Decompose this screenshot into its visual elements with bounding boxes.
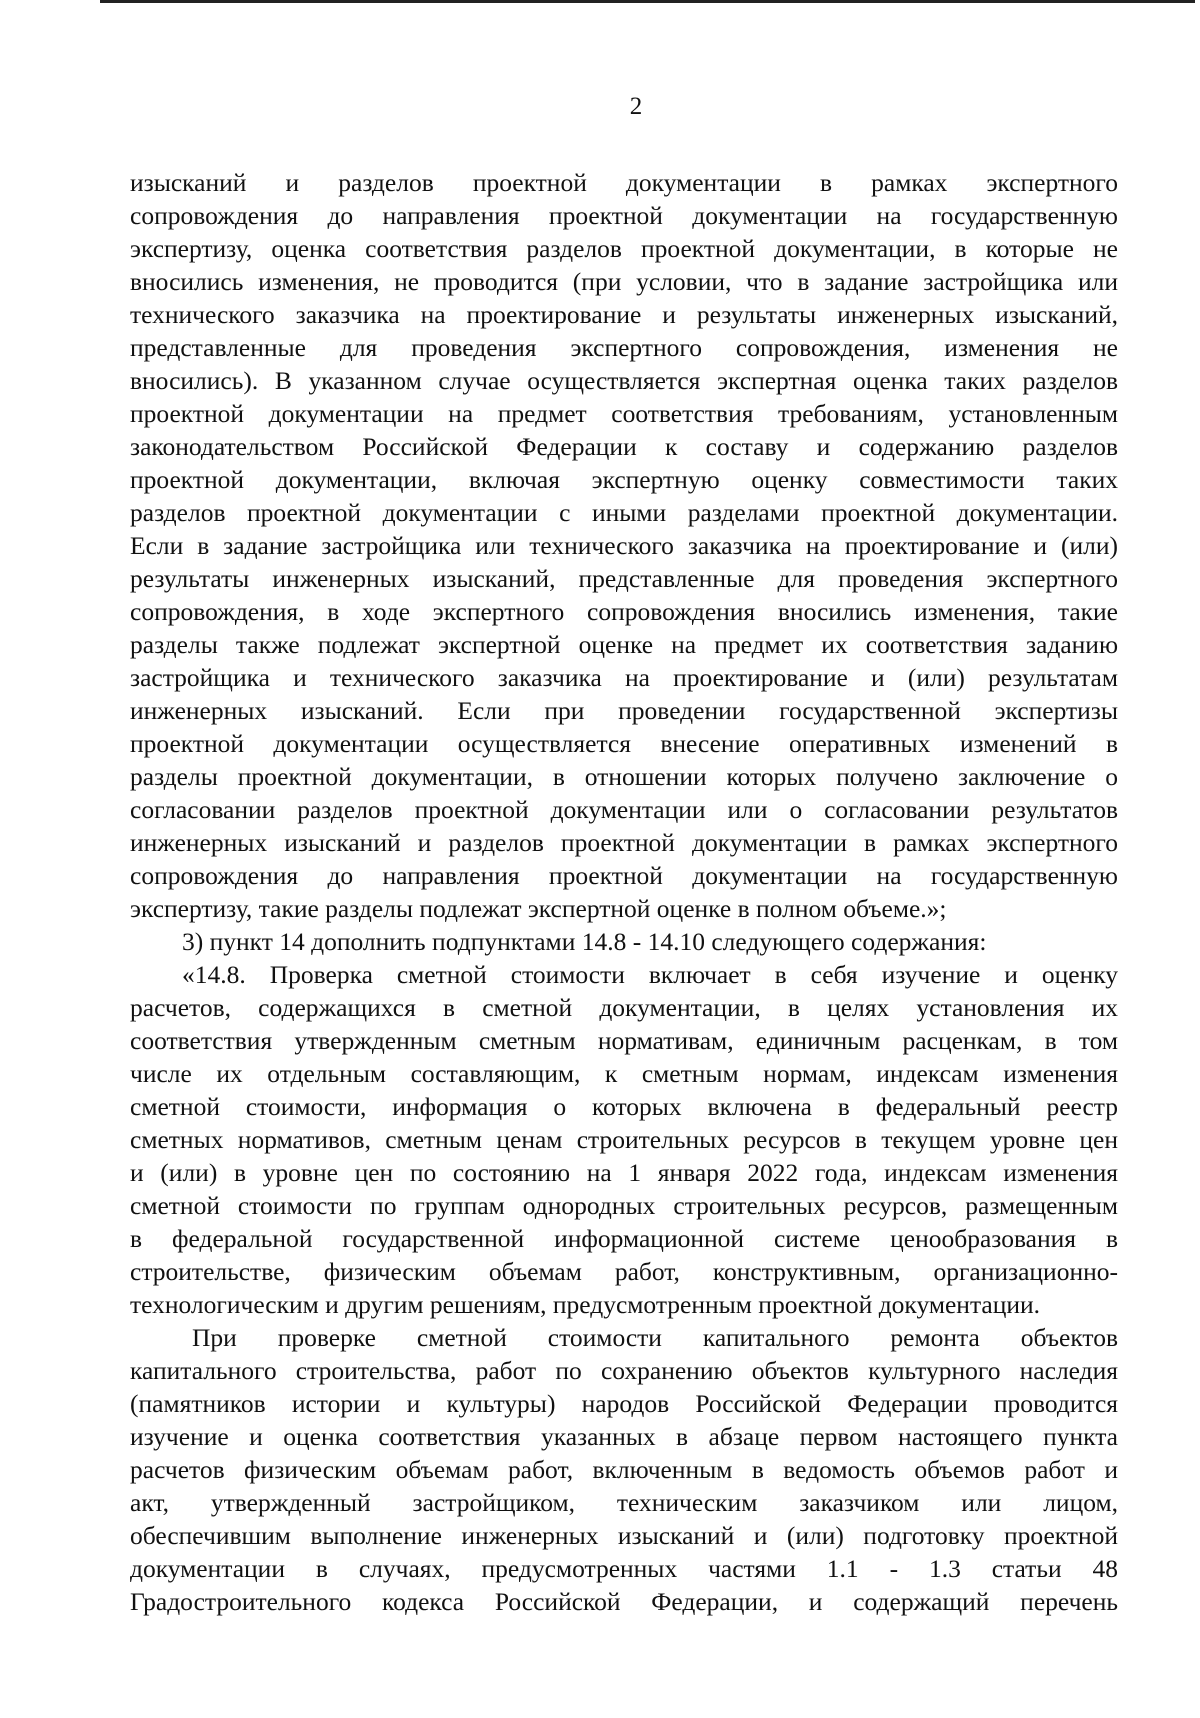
text-line: строительстве, физическим объемам работ, конструктивным, организационно-	[130, 1257, 1118, 1286]
text-line: расчетов, содержащихся в сметной документации, в целях установления их	[130, 993, 1118, 1022]
text-line: сопровождения до направления проектной документации на государственную	[130, 201, 1118, 230]
text-line: сопровождения, в ходе экспертного сопровождения вносились изменения, такие	[130, 597, 1118, 626]
text-line: «14.8. Проверка сметной стоимости включает в себя изучение и оценку	[182, 960, 1118, 989]
text-line: сопровождения до направления проектной документации на государственную	[130, 861, 1118, 890]
text-line: сметных нормативов, сметным ценам строительных ресурсов в текущем уровне цен	[130, 1125, 1118, 1154]
text-line: проектной документации на предмет соответствия требованиям, установленным	[130, 399, 1118, 428]
text-line: законодательством Российской Федерации к составу и содержанию разделов	[130, 432, 1118, 461]
text-line: разделов проектной документации с иными разделами проектной документации.	[130, 498, 1118, 527]
text-line: расчетов физическим объемам работ, включенным в ведомость объемов работ и	[130, 1455, 1118, 1484]
text-line: экспертизу, оценка соответствия разделов проектной документации, в которые не	[130, 234, 1118, 263]
page-number: 2	[629, 93, 643, 120]
text-line: экспертизу, такие разделы подлежат экспертной оценке в полном объеме.»;	[130, 894, 947, 923]
text-line: капитального строительства, работ по сохранению объектов культурного наследия	[130, 1356, 1118, 1385]
text-line: технического заказчика на проектирование и результаты инженерных изысканий,	[130, 300, 1118, 329]
text-line: изысканий и разделов проектной документации в рамках экспертного	[130, 168, 1118, 197]
text-line: согласовании разделов проектной документации или о согласовании результатов	[130, 795, 1118, 824]
text-line: инженерных изысканий. Если при проведении государственной экспертизы	[130, 696, 1118, 725]
text-line: технологическим и другим решениям, предусмотренным проектной документации.	[130, 1290, 1041, 1319]
text-line: числе их отдельным составляющим, к сметным нормам, индексам изменения	[130, 1059, 1118, 1088]
text-line: При проверке сметной стоимости капитального ремонта объектов	[192, 1323, 1118, 1352]
text-line: изучение и оценка соответствия указанных в абзаце первом настоящего пункта	[130, 1422, 1118, 1451]
top-border-line	[100, 0, 1195, 3]
body-text	[130, 166, 1118, 1618]
text-line: представленные для проведения экспертного сопровождения, изменения не	[130, 333, 1118, 362]
text-line: (памятников истории и культуры) народов Российской Федерации проводится	[130, 1389, 1118, 1418]
text-line: Градостроительного кодекса Российской Федерации, и содержащий перечень	[130, 1587, 1118, 1616]
text-line: проектной документации, включая экспертную оценку совместимости таких	[130, 465, 1118, 494]
text-line: сметной стоимости по группам однородных строительных ресурсов, размещенным	[130, 1191, 1118, 1220]
text-line: акт, утвержденный застройщиком, техническим заказчиком или лицом,	[130, 1488, 1118, 1517]
text-line: документации в случаях, предусмотренных частями 1.1 - 1.3 статьи 48	[130, 1554, 1118, 1583]
text-line: инженерных изысканий и разделов проектной документации в рамках экспертного	[130, 828, 1118, 857]
text-line: результаты инженерных изысканий, представленные для проведения экспертного	[130, 564, 1118, 593]
text-line: разделы проектной документации, в отношении которых получено заключение о	[130, 762, 1118, 791]
text-line: проектной документации осуществляется внесение оперативных изменений в	[130, 729, 1118, 758]
text-line: обеспечившим выполнение инженерных изысканий и (или) подготовку проектной	[130, 1521, 1118, 1550]
text-line: и (или) в уровне цен по состоянию на 1 января 2022 года, индексам изменения	[130, 1158, 1118, 1187]
text-line: вносились). В указанном случае осуществляется экспертная оценка таких разделов	[130, 366, 1118, 395]
text-line: разделы также подлежат экспертной оценке на предмет их соответствия заданию	[130, 630, 1118, 659]
text-line: застройщика и технического заказчика на проектирование и (или) результатам	[130, 663, 1118, 692]
text-line: 3) пункт 14 дополнить подпунктами 14.8 - 14.10 следующего содержания:	[182, 927, 987, 956]
text-line: вносились изменения, не проводится (при условии, что в задание застройщика или	[130, 267, 1118, 296]
text-line: сметной стоимости, информация о которых включена в федеральный реестр	[130, 1092, 1118, 1121]
text-line: Если в задание застройщика или технического заказчика на проектирование и (или)	[130, 531, 1118, 560]
text-line: в федеральной государственной информационной системе ценообразования в	[130, 1224, 1118, 1253]
text-line: соответствия утвержденным сметным нормативам, единичным расценкам, в том	[130, 1026, 1118, 1055]
